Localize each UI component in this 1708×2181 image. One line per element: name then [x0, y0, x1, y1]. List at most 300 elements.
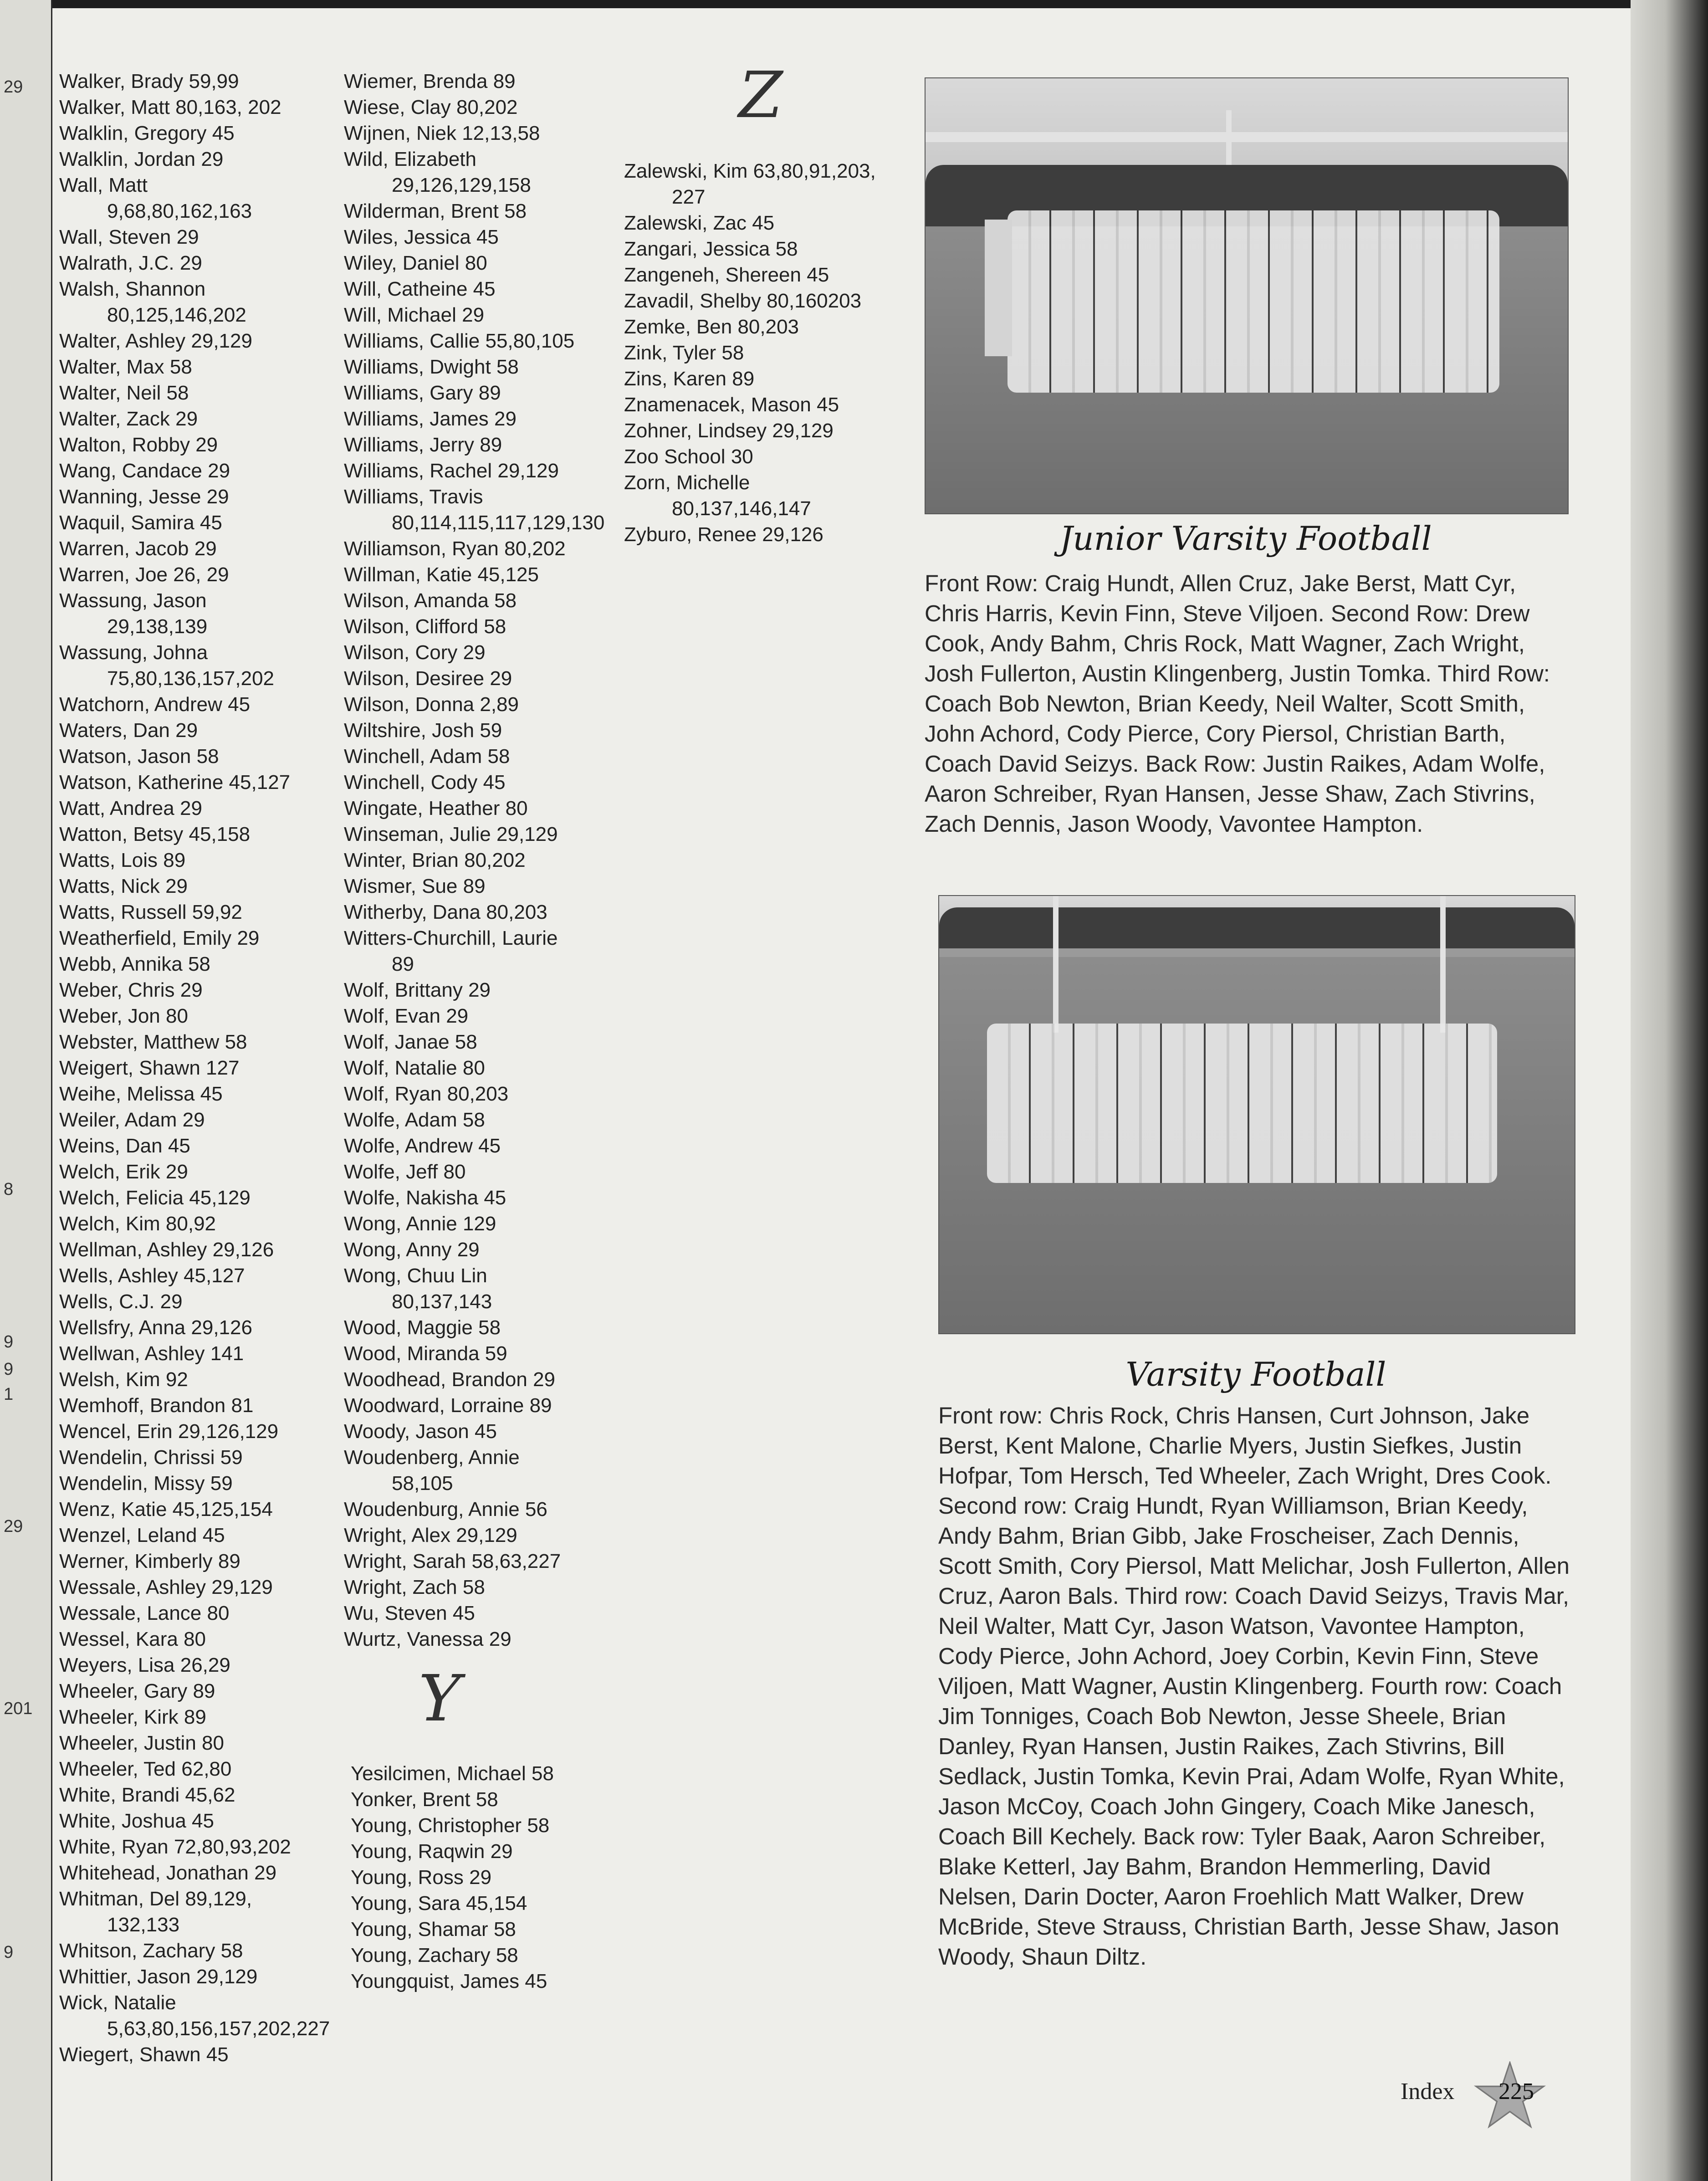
entry-pages: 29 — [489, 1628, 511, 1650]
index-entry — [624, 470, 902, 522]
entry-pages: 80,202 — [464, 849, 526, 871]
entry-pages: 29 — [175, 408, 198, 430]
entry-name: Wilson, Desiree — [344, 667, 485, 690]
entry-name: Weigert, Shawn — [59, 1057, 200, 1079]
entry-name: Watton, Betsy — [59, 823, 184, 845]
index-column-3 — [624, 158, 902, 548]
index-entry — [59, 1652, 337, 1678]
entry-name: Wessale, Lance — [59, 1602, 202, 1624]
index-entry — [344, 354, 622, 380]
index-entry — [351, 1838, 629, 1864]
entry-pages: 58 — [166, 382, 189, 404]
index-entry — [344, 276, 622, 302]
index-entry — [344, 68, 622, 94]
entry-name: Watts, Nick — [59, 875, 160, 897]
entry-name: Williams, Jerry — [344, 434, 474, 456]
footer-label: Index — [1401, 2079, 1455, 2104]
index-entry — [59, 847, 337, 873]
entry-name: Warren, Jacob — [59, 538, 189, 560]
entry-pages: 129 — [462, 1213, 496, 1235]
entry-pages: 63,80,91,203, — [753, 160, 876, 182]
entry-pages: 89 — [478, 382, 501, 404]
index-entry — [59, 925, 337, 951]
varsity-title: Varsity Football — [1125, 1355, 1386, 1393]
index-entry — [59, 1003, 337, 1029]
index-entry — [344, 406, 622, 432]
entry-pages: 29,129 — [772, 420, 834, 442]
entry-pages: 45 — [212, 122, 235, 144]
index-entry — [344, 1133, 622, 1159]
index-entry — [59, 1107, 337, 1133]
entry-name: Weiler, Adam — [59, 1109, 177, 1131]
index-entry — [59, 562, 337, 588]
entry-name: Zangeneh, Shereen — [624, 264, 801, 286]
index-entry — [59, 1418, 337, 1444]
entry-pages: 58 — [494, 589, 517, 612]
entry-name: Watts, Russell — [59, 901, 187, 923]
entry-pages: 45 — [473, 278, 496, 300]
entry-name: Wiley, Daniel — [344, 252, 460, 274]
entry-pages: 58 — [775, 238, 798, 260]
index-entry — [59, 1600, 337, 1626]
entry-name: Zalewski, Zac — [624, 212, 747, 234]
index-entry — [344, 328, 622, 354]
index-entry — [59, 1444, 337, 1470]
entry-pages: 80,160203 — [767, 290, 862, 312]
index-entry — [59, 1548, 337, 1574]
index-entry — [344, 1237, 622, 1263]
entry-pages: 45 — [752, 212, 775, 234]
entry-pages: 45 — [807, 264, 829, 286]
entry-pages: 58 — [462, 1109, 485, 1131]
entry-name: Wang, Candace — [59, 460, 202, 482]
index-entry — [59, 510, 337, 536]
entry-name: Walter, Ashley — [59, 330, 186, 352]
index-entry — [344, 847, 622, 873]
entry-pages-continued: 58,105 — [392, 1472, 453, 1495]
entry-name: Wencel, Erin — [59, 1420, 173, 1443]
entry-pages: 80 — [462, 1057, 485, 1079]
entry-name: Wells, Ashley — [59, 1265, 178, 1287]
entry-name: Wellsfry, Anna — [59, 1316, 186, 1339]
entry-name: Woudenburg, Annie — [344, 1498, 520, 1521]
entry-pages: 59,99 — [189, 70, 239, 92]
entry-name: Wheeler, Gary — [59, 1680, 188, 1702]
index-entry — [344, 1263, 622, 1315]
index-entry — [59, 1237, 337, 1263]
entry-pages: 80,202 — [504, 538, 566, 560]
entry-pages: 80 — [443, 1161, 466, 1183]
entry-name: Wenzel, Leland — [59, 1524, 197, 1546]
index-entry — [59, 769, 337, 795]
index-entry — [344, 1574, 622, 1600]
index-entry — [59, 68, 337, 94]
entry-pages: 29 — [457, 1239, 480, 1261]
index-entry — [344, 458, 622, 484]
entry-name: Wolfe, Jeff — [344, 1161, 438, 1183]
entry-pages: 45 — [476, 226, 499, 248]
index-entry — [59, 1470, 337, 1496]
margin-number: 29 — [4, 1517, 23, 1536]
entry-name: Williams, Callie — [344, 330, 480, 352]
entry-name: Wright, Alex — [344, 1524, 450, 1546]
index-entry — [624, 444, 902, 470]
entry-pages: 80,92 — [165, 1213, 216, 1235]
entry-pages: 59 — [480, 719, 502, 742]
index-entry — [624, 262, 902, 288]
index-entry — [59, 536, 337, 562]
index-entry — [344, 899, 622, 925]
entry-pages: 45 — [452, 1602, 475, 1624]
entry-name: Weins, Dan — [59, 1135, 163, 1157]
scan-top-edge — [0, 0, 1708, 8]
entry-name: Witherby, Dana — [344, 901, 481, 923]
index-entry — [59, 1263, 337, 1289]
index-entry — [344, 873, 622, 899]
entry-name: Wanning, Jesse — [59, 486, 201, 508]
book-spine-edge — [1631, 0, 1708, 2181]
entry-pages: 80,203 — [486, 901, 547, 923]
entry-pages: 2,89 — [480, 693, 519, 716]
index-entry — [59, 1522, 337, 1548]
index-entry — [344, 1107, 622, 1133]
entry-pages: 80 — [202, 1732, 224, 1754]
entry-name: White, Joshua — [59, 1810, 186, 1832]
index-entry — [59, 951, 337, 977]
index-entry — [344, 1626, 622, 1652]
entry-pages: 29 — [494, 408, 516, 430]
entry-name: Wilson, Amanda — [344, 589, 489, 612]
entry-pages: 80 — [184, 1628, 206, 1650]
index-entry — [344, 614, 622, 640]
entry-pages: 45 — [199, 512, 222, 534]
entry-name: Winchell, Adam — [344, 745, 482, 768]
entry-name: Williamson, Ryan — [344, 538, 499, 560]
entry-name: Will, Catheine — [344, 278, 468, 300]
entry-pages: 45 — [817, 394, 839, 416]
margin-number: 9 — [4, 1360, 14, 1379]
entry-name: Wood, Maggie — [344, 1316, 473, 1339]
entry-pages: 29 — [208, 460, 230, 482]
index-entry — [59, 1964, 337, 1990]
entry-name: Zyburo, Renee — [624, 523, 757, 546]
index-entry — [344, 1367, 622, 1393]
entry-name: Wemhoff, Brandon — [59, 1394, 226, 1417]
entry-pages: 58 — [504, 200, 527, 222]
entry-name: Znamenacek, Mason — [624, 394, 811, 416]
index-entry — [59, 1393, 337, 1418]
entry-pages: 89 — [218, 1550, 240, 1572]
index-entry — [344, 925, 622, 977]
entry-pages: 29 — [237, 927, 260, 949]
index-entry — [344, 717, 622, 743]
entry-pages: 80,203 — [447, 1083, 509, 1105]
index-entry — [344, 1393, 622, 1418]
margin-number: 1 — [4, 1385, 14, 1404]
index-entry — [59, 1678, 337, 1704]
entry-pages: 80,203 — [737, 316, 799, 338]
entry-pages: 141 — [210, 1342, 244, 1365]
index-entry — [344, 1055, 622, 1081]
index-entry — [344, 795, 622, 821]
entry-name: Wiles, Jessica — [344, 226, 471, 248]
entry-name: Zohner, Lindsey — [624, 420, 767, 442]
index-entry — [59, 250, 337, 276]
index-entry — [59, 1756, 337, 1782]
index-entry — [344, 666, 622, 691]
index-entry — [344, 198, 622, 224]
entry-name: Wassung, Jason — [59, 589, 207, 612]
index-entry — [59, 354, 337, 380]
entry-name: Wilson, Clifford — [344, 615, 479, 638]
entry-pages: 29,129 — [211, 1576, 273, 1598]
index-entry — [344, 588, 622, 614]
entry-pages: 89 — [732, 368, 755, 390]
index-entry — [351, 1942, 629, 1968]
entry-name: Wellman, Ashley — [59, 1239, 207, 1261]
entry-name: Whittier, Jason — [59, 1966, 191, 1988]
entry-name: Winchell, Cody — [344, 771, 478, 794]
entry-pages: 29 — [462, 304, 485, 326]
entry-pages: 58 — [487, 745, 510, 768]
entry-name: Wu, Steven — [344, 1602, 447, 1624]
index-entry — [59, 873, 337, 899]
index-entry — [59, 224, 337, 250]
entry-name: White, Brandi — [59, 1784, 180, 1806]
entry-name: Youngquist, James — [351, 1970, 520, 1992]
index-entry — [59, 821, 337, 847]
entry-pages: 89 — [493, 70, 516, 92]
entry-name: Walklin, Gregory — [59, 122, 207, 144]
jv-title: Junior Varsity Football — [1059, 519, 1432, 558]
entry-pages: 58 — [169, 356, 192, 378]
index-entry — [624, 522, 902, 548]
entry-pages: 12,13,58 — [462, 122, 540, 144]
entry-pages: 45,125 — [477, 563, 539, 586]
entry-name: Wiegert, Shawn — [59, 2043, 201, 2066]
entry-pages: 58 — [455, 1031, 477, 1053]
entry-pages-continued: 9,68,80,162,163 — [107, 200, 252, 222]
entry-pages: 45,127 — [184, 1265, 245, 1287]
index-entry — [344, 1600, 622, 1626]
index-entry — [624, 392, 902, 418]
entry-pages: 58 — [220, 1940, 243, 1962]
entry-pages: 45 — [228, 693, 251, 716]
index-entry — [624, 366, 902, 392]
entry-pages: 59,92 — [192, 901, 242, 923]
entry-name: Whitson, Zachary — [59, 1940, 215, 1962]
entry-pages: 29 — [468, 979, 491, 1001]
index-entry — [59, 1860, 337, 1886]
entry-name: Witters-Churchill, Laurie — [344, 927, 558, 949]
entry-name: Weihe, Melissa — [59, 1083, 195, 1105]
index-entry — [344, 146, 622, 198]
entry-name: Young, Zachary — [351, 1944, 491, 1966]
entry-name: Williams, James — [344, 408, 489, 430]
entry-pages: 29 — [446, 1005, 469, 1027]
entry-pages: 29 — [490, 1840, 513, 1863]
index-entry — [344, 1315, 622, 1341]
entry-pages: 59 — [220, 1446, 243, 1469]
entry-pages: 58 — [493, 1918, 516, 1940]
entry-pages: 58 — [225, 1031, 247, 1053]
index-entry — [59, 1055, 337, 1081]
index-entry — [59, 1990, 337, 2042]
index-entry — [344, 821, 622, 847]
entry-pages: 89 — [193, 1680, 215, 1702]
page-number: 225 — [1498, 2079, 1534, 2104]
index-entry — [59, 1626, 337, 1652]
entry-name: Woudenberg, Annie — [344, 1446, 520, 1469]
entry-name: Young, Sara — [351, 1892, 460, 1915]
entry-name: Watson, Katherine — [59, 771, 224, 794]
entry-name: Williams, Gary — [344, 382, 473, 404]
entry-pages: 29 — [490, 667, 512, 690]
entry-pages: 30 — [731, 445, 753, 468]
entry-name: Wolfe, Andrew — [344, 1135, 473, 1157]
entry-pages: 29,126 — [762, 523, 823, 546]
index-column-2 — [344, 68, 622, 1652]
index-entry — [344, 224, 622, 250]
entry-name: Wassung, Johna — [59, 641, 208, 664]
entry-name: Watts, Lois — [59, 849, 158, 871]
entry-name: Wolf, Janae — [344, 1031, 450, 1053]
entry-pages: 89 — [463, 875, 486, 897]
index-entry — [59, 1730, 337, 1756]
entry-pages: 29,126 — [212, 1239, 274, 1261]
entry-name: Woodward, Lorraine — [344, 1394, 524, 1417]
entry-pages: 29 — [194, 538, 217, 560]
index-entry — [59, 1574, 337, 1600]
entry-pages: 58 — [532, 1762, 554, 1785]
entry-name: Wolf, Evan — [344, 1005, 440, 1027]
entry-pages: 29,129 — [196, 1966, 258, 1988]
margin-number: 201 — [4, 1699, 33, 1718]
index-entry — [59, 691, 337, 717]
entry-name: Woodhead, Brandon — [344, 1368, 527, 1391]
entry-name: Zoo School — [624, 445, 726, 468]
entry-name: Wilderman, Brent — [344, 200, 499, 222]
entry-name: Weyers, Lisa — [59, 1654, 175, 1676]
entry-name: Wolf, Natalie — [344, 1057, 457, 1079]
margin-number: 8 — [4, 1180, 14, 1199]
entry-name: Wolfe, Nakisha — [344, 1187, 479, 1209]
index-entry — [59, 1782, 337, 1808]
entry-name: Young, Ross — [351, 1866, 464, 1889]
index-entry — [344, 562, 622, 588]
entry-name: Wolfe, Adam — [344, 1109, 457, 1131]
entry-name: Yonker, Brent — [351, 1788, 470, 1811]
index-entry — [344, 432, 622, 458]
index-entry — [59, 432, 337, 458]
entry-pages: 29 — [254, 1862, 277, 1884]
entry-pages: 89 — [480, 434, 502, 456]
entry-name: Wingate, Heather — [344, 797, 500, 819]
entry-pages: 29,129 — [191, 330, 252, 352]
entry-name: Wiemer, Brenda — [344, 70, 488, 92]
entry-pages: 45 — [206, 2043, 229, 2066]
entry-pages: 45,62 — [185, 1784, 235, 1806]
index-entry — [59, 146, 337, 172]
entry-name: Winter, Brian — [344, 849, 459, 871]
entry-pages: 45 — [483, 771, 506, 794]
entry-name: Wall, Matt — [59, 174, 148, 196]
entry-name: Will, Michael — [344, 304, 456, 326]
entry-name: Woody, Jason — [344, 1420, 469, 1443]
index-entry — [59, 380, 337, 406]
entry-name: Zavadil, Shelby — [624, 290, 761, 312]
entry-pages-continued: 80,114,115,117,129,130 — [392, 512, 605, 534]
entry-name: Werner, Kimberly — [59, 1550, 213, 1572]
entry-pages: 45 — [168, 1135, 190, 1157]
entry-pages: 29 — [180, 979, 203, 1001]
entry-pages: 81 — [231, 1394, 254, 1417]
index-entry — [59, 1133, 337, 1159]
entry-name: Welch, Kim — [59, 1213, 160, 1235]
entry-pages: 45 — [192, 1810, 214, 1832]
index-entry — [344, 1029, 622, 1055]
index-entry — [59, 795, 337, 821]
index-entry — [59, 1886, 337, 1938]
index-entry — [59, 1367, 337, 1393]
entry-pages: 55,80,105 — [485, 330, 575, 352]
index-entry — [59, 172, 337, 224]
entry-name: Wood, Miranda — [344, 1342, 480, 1365]
entry-name: Wenz, Katie — [59, 1498, 167, 1521]
entry-pages: 29 — [201, 148, 224, 170]
entry-pages: 29,129 — [497, 460, 559, 482]
entry-name: Zins, Karen — [624, 368, 726, 390]
entry-pages: 89 — [184, 1706, 206, 1728]
index-entry — [59, 588, 337, 640]
index-entry — [59, 458, 337, 484]
entry-pages: 80,163, 202 — [175, 96, 281, 118]
varsity-caption: Front row: Chris Rock, Chris Hansen, Curt Johnson, Jake Berst, Kent Malone, Charlie Myers, Justin Siefkes, Justin Hofpar, Tom Hersch, Ted Wheeler, Zach Wright, Dres Cook. Second row: Craig Hundt, Ryan Williamson, Brian Keedy, Andy Bahm, Brian Gibb, Jake Froscheiser, Zach Dennis, Scott Smith, Cory Piersol, Matt Melichar, Josh Fullerton, Allen Cruz, Aaron Bals. Third row: Coach David Seizys, Travis Mar, Neil Walter, Matt Cyr, Jason Watson, Vavontee Hampton, Cody Pierce, John Achord, Joey Corbin, Kevin Finn, Steve Viljoen, Matt Wagner, Austin Klingenberg. Fourth row: Coach Jim Tonniges, Coach Bob Newton, Jesse Sheele, Brian Danley, Ryan Hansen, Justin Raikes, Zach Stivrins, Bill Sedlack, Justin Tomka, Kevin Prai, Adam Wolfe, Ryan White, Jason McCoy, Coach John Gingery, Coach Mike Janesch, Coach Bill Kechely. Back row: Tyler Baak, Aaron Schreiber, Blake Ketterl, Jay Bahm, Brandon Hemmerling, David Nelsen, Darin Docter, Aaron Froehlich Matt Walker, Drew McBride, Steve Strauss, Christian Barth, Jesse Shaw, Jason Woody, Shaun Diltz. — [938, 1403, 1570, 1970]
index-entry — [59, 1185, 337, 1211]
entry-name: Waters, Dan — [59, 719, 170, 742]
index-entry — [59, 1808, 337, 1834]
entry-name: Young, Raqwin — [351, 1840, 485, 1863]
index-entry — [344, 1211, 622, 1237]
entry-pages-continued: 89 — [392, 953, 414, 975]
entry-name: Wessale, Ashley — [59, 1576, 206, 1598]
entry-pages: 29 — [533, 1368, 556, 1391]
index-entry — [344, 1548, 622, 1574]
entry-name: White, Ryan — [59, 1836, 169, 1858]
entry-name: Wessel, Kara — [59, 1628, 178, 1650]
index-entry — [344, 250, 622, 276]
entry-pages: 45 — [474, 1420, 497, 1443]
entry-pages: 58 — [478, 1316, 501, 1339]
entry-pages: 59 — [210, 1472, 233, 1495]
entry-name: Whitman, Del — [59, 1888, 180, 1910]
entry-pages-continued: 80,125,146,202 — [107, 304, 246, 326]
entry-pages: 26,29 — [180, 1654, 230, 1676]
entry-name: Watchorn, Andrew — [59, 693, 222, 716]
entry-pages: 62,80 — [181, 1758, 232, 1780]
entry-pages: 29,126,129 — [178, 1420, 279, 1443]
varsity-football-photo — [938, 895, 1575, 1334]
index-entry — [351, 1968, 629, 1994]
index-entry — [624, 314, 902, 340]
index-entry — [344, 1185, 622, 1211]
index-entry — [344, 120, 622, 146]
entry-pages: 29 — [160, 1290, 183, 1313]
entry-name: Wellwan, Ashley — [59, 1342, 205, 1365]
entry-pages-continued: 75,80,136,157,202 — [107, 667, 275, 690]
entry-name: Welsh, Kim — [59, 1368, 160, 1391]
index-entry — [624, 158, 902, 210]
